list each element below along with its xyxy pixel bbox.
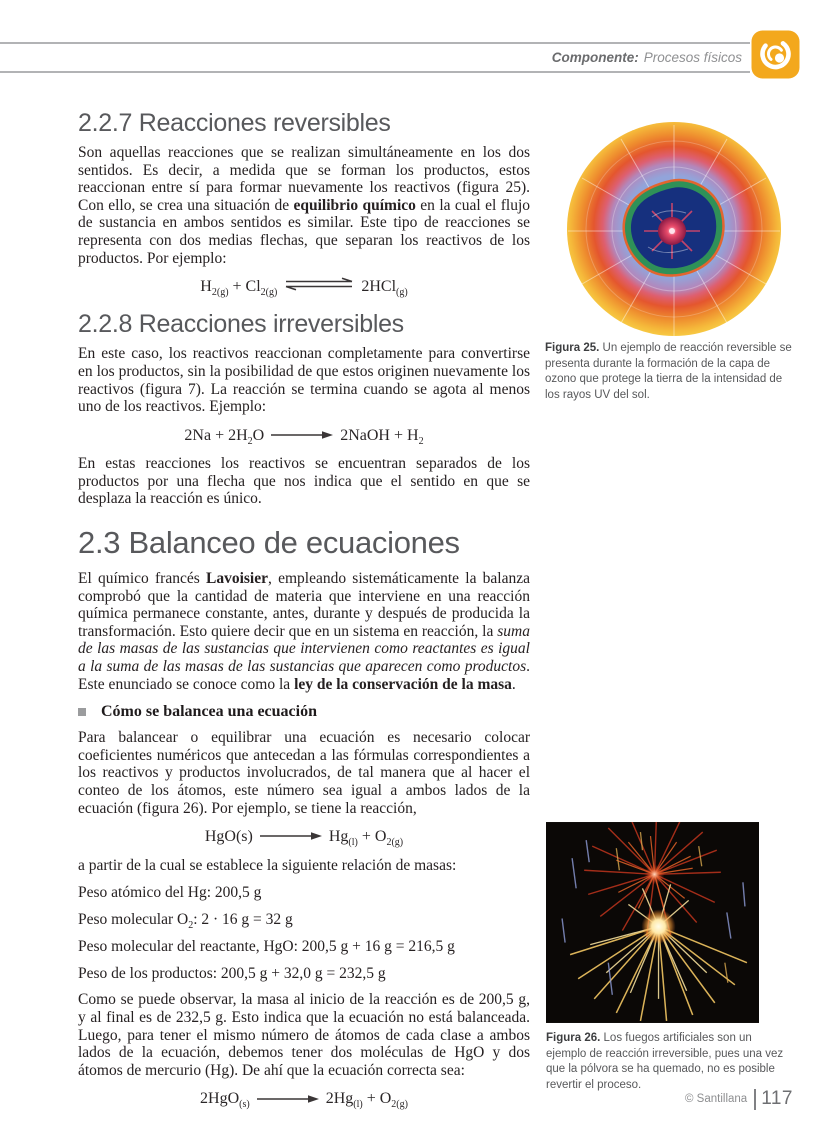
subsection-heading-balancea	[78, 703, 530, 721]
formula-subscript: (g)	[396, 287, 408, 299]
paragraph-flecha-unica: En estas reacciones los reactivos se encuentran separados de los productos por una flecha que nos indica que el sentido en que se desplaza la reacción es único.	[78, 455, 530, 508]
component-label: Componente:	[551, 50, 639, 65]
paragraph-reversibles	[78, 144, 530, 267]
component-value: Procesos físicos	[643, 50, 742, 65]
publisher-credit: © Santillana	[685, 1093, 748, 1105]
equation-irreversible	[78, 424, 530, 448]
line-relacion-masas: a partir de la cual se establece la siguiente relación de masas:	[78, 857, 457, 875]
paragraph-lavoisier	[78, 570, 530, 693]
text-run: .	[511, 675, 516, 693]
formula-subscript: 2(g)	[211, 287, 229, 299]
main-text-column	[78, 108, 530, 1119]
reaction-arrow-icon	[269, 424, 335, 448]
section-heading-2-2-8: 2.2.8 Reacciones irreversibles	[78, 310, 404, 339]
figure-25-label: Figura 25.	[545, 342, 600, 354]
formula-subscript: 2(g)	[386, 837, 404, 849]
formula-subscript: 2(g)	[391, 1099, 408, 1111]
formula-term: HgO(s)	[204, 828, 253, 846]
subsection-title: Cómo se balancea una ecuación	[101, 703, 317, 721]
formula-subscript: 2	[188, 920, 194, 932]
mass-line-reactante: Peso molecular del reactante, HgO: 200,5 g + 16 g = 216,5 g	[78, 938, 455, 956]
italic-ley-enunciado: suma de las masas de las sustancias que intervienen como reactantes es igual a la suma de las masas de las sustancias que aparecen como productos	[78, 622, 530, 675]
mass-line-hg: Peso atómico del Hg: 200,5 g	[78, 884, 262, 902]
section-heading-2-3: 2.3 Balanceo de ecuaciones	[78, 524, 460, 560]
text-run: . Este enunciado se conoce como la	[78, 657, 530, 693]
page-number: 117	[761, 1088, 793, 1109]
equation-hgo-balanced	[78, 1087, 530, 1111]
fireworks-photo-icon	[546, 822, 759, 1028]
figure-26-label: Figura 26.	[546, 1032, 601, 1044]
formula-term: 2NaOH + H	[340, 426, 419, 444]
figure-26-caption	[546, 1031, 788, 1093]
paragraph-irreversibles: En este caso, los reactivos reaccionan completamente para convertirse en los productos, sin la posibilidad de que estos originen nuevamente los reactivos (figura 7). La reacción se termina cuando se agota al menos uno de los reactivos. Ejemplo:	[78, 345, 530, 416]
formula-subscript: 2	[418, 435, 424, 447]
formula-term: Hg	[328, 828, 349, 846]
equation-hgo-unbalanced	[78, 825, 530, 849]
component-band	[552, 44, 742, 71]
text-run: : 2 · 16 g = 32 g	[193, 911, 293, 929]
text-run: Peso molecular O	[78, 911, 189, 929]
equation-reversible	[78, 275, 530, 299]
text-run: El químico francés	[78, 569, 206, 587]
formula-term: 2HgO	[200, 1090, 240, 1108]
figure-25-text: Un ejemplo de reacción reversible se presenta durante la formación de la capa de ozono que protege la tierra de la intensidad de los rayos UV del sol.	[545, 342, 792, 401]
mass-line-o2	[78, 910, 530, 930]
formula-term: + O	[357, 828, 387, 846]
formula-term: 2HCl	[361, 278, 397, 296]
text-run: en la cual el flujo de sustancia en ambos sentidos es similar. Este tipo de reacciones se representa con dos medias flechas, que separan los reactivos de los productos. Por ejemplo:	[78, 196, 531, 267]
figure-26-text: Los fuegos artificiales son un ejemplo de reacción irreversible, pues una vez que la pólvora se ha quemado, no es posible revertir el proceso.	[546, 1032, 784, 1091]
header-rule-bottom	[0, 71, 750, 73]
equilibrium-arrows-icon	[282, 275, 356, 299]
formula-term: + O	[362, 1090, 392, 1108]
paragraph-observar: Como se puede observar, la masa al inicio de la reacción es de 200,5 g, y al final es de 232,5 g. Esto indica que la ecuación no está balanceada. Luego, para tener el mismo número de átomos de cada clase a ambos lados de la ecuación, debemos tener dos moléculas de HgO y dos átomos de mercurio (Hg). De ahí que la ecuación correcta sea:	[78, 991, 530, 1079]
figure-25-caption	[545, 341, 795, 403]
reaction-arrow-icon	[258, 825, 324, 849]
formula-subscript: (l)	[353, 1099, 363, 1111]
reaction-arrow-icon	[255, 1088, 321, 1112]
text-run: , empleando sistemáticamente la balanza comprobó que la cantidad de materia que interviene en una reacción química permanece constante, antes, durante y después de producida la transformación. Esto quiere decir que en un sistema en reacción, la	[78, 569, 530, 640]
bold-equilibrio-quimico: equilibrio químico	[293, 196, 416, 214]
bold-ley-conservacion: ley de la conservación de la masa	[294, 675, 512, 693]
section-heading-2-2-7: 2.2.7 Reacciones reversibles	[78, 109, 391, 137]
formula-term: + Cl	[228, 278, 261, 296]
mass-line-productos: Peso de los productos: 200,5 g + 32,0 g = 232,5 g	[78, 965, 386, 983]
footer-divider	[754, 1089, 756, 1110]
santillana-swirl-logo-icon	[751, 30, 800, 84]
formula-subscript: 2(g)	[260, 287, 278, 299]
formula-subscript: (l)	[348, 837, 358, 849]
gray-square-bullet-icon	[78, 708, 86, 716]
paragraph-balancear: Para balancear o equilibrar una ecuación es necesario colocar coeficientes numéricos que antecedan a las fórmulas correspondientes a los reactivos y productos involucrados, de tal manera que al hacer el conteo de los átomos, este número sea igual a ambos lados de la ecuación (figura 26). Por ejemplo, se tiene la reacción,	[78, 729, 530, 817]
ozone-hole-satellite-map-icon	[563, 119, 785, 344]
formula-term: H	[200, 278, 212, 296]
formula-term: 2Na + 2H	[184, 426, 248, 444]
formula-subscript: (s)	[239, 1099, 250, 1111]
bold-lavoisier: Lavoisier	[205, 569, 268, 587]
formula-term: O	[252, 426, 265, 444]
text-run: Son aquellas reacciones que se realizan simultáneamente en los dos sentidos. Es decir, a medida que se forman los productos, estos reaccionan entre sí para formar nuevamente los reactivos (figura 25). Con ello, se crea una situación de	[78, 144, 530, 214]
formula-subscript: 2	[247, 435, 253, 447]
page-footer	[685, 1088, 793, 1110]
formula-term: 2Hg	[325, 1090, 354, 1108]
